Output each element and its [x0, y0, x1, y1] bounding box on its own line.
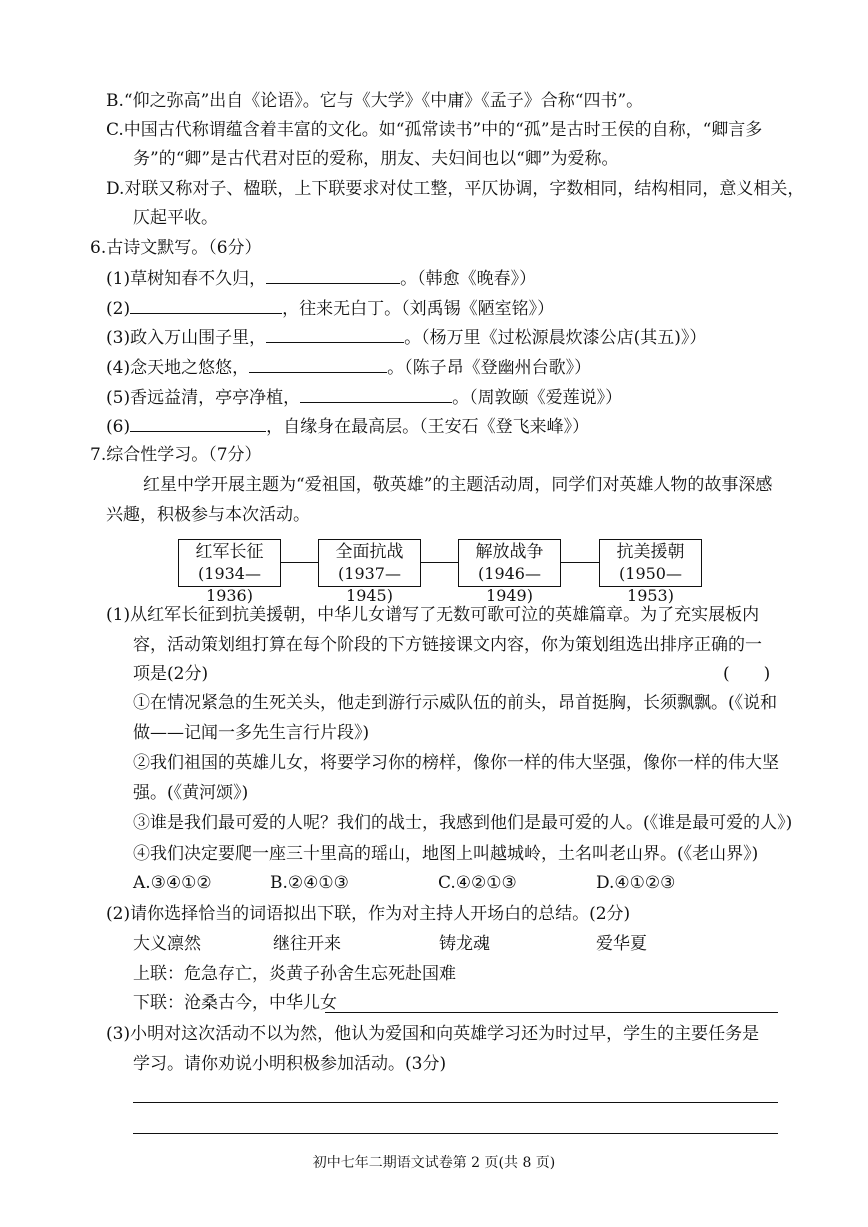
q7-intro-line2: 兴趣，积极参与本次活动。	[106, 505, 310, 525]
q7-sub1-sentence2-line2: 强。(《黄河颂》)	[133, 783, 249, 803]
timeline-box-4	[599, 539, 702, 605]
q6-item-5-suffix: 。（周敦颐《爱莲说》）	[452, 388, 623, 408]
q6-item-6-blank[interactable]	[130, 414, 266, 432]
q6-item-2-suffix: ，往来无白丁。（刘禹锡《陋室铭》）	[282, 299, 555, 319]
q5-option-d-line1: D.对联又称对子、楹联，上下联要求对仗工整，平仄协调，字数相同，结构相同，意义相关，	[106, 179, 805, 199]
timeline-box-1-name: 红军长征	[195, 542, 264, 562]
timeline-box-3-name: 解放战争	[475, 542, 544, 562]
q7-sub3-line2: 学习。请你劝说小明积极参加活动。(3分)	[133, 1054, 447, 1074]
timeline-box-2-name: 全面抗战	[335, 542, 404, 562]
q7-sub2-word-1: 大义凛然	[133, 934, 201, 954]
q5-option-d-line2: 仄起平收。	[133, 208, 218, 228]
q6-item-4-blank[interactable]	[249, 355, 387, 373]
q6-item-5-blank[interactable]	[300, 385, 452, 403]
q6-item-5-prefix: (5)香远益清，亭亭净植，	[106, 388, 301, 408]
timeline-box-1-years: (1934—1936)	[198, 564, 261, 605]
q7-sub1-sentence2-line1: ②我们祖国的英雄儿女，将要学习你的榜样，像你一样的伟大坚强，像你一样的伟大坚	[133, 753, 779, 773]
q6-item-4-suffix: 。（陈子昂《登幽州台歌》）	[387, 358, 592, 378]
timeline-connector-3	[560, 562, 600, 563]
q7-sub1-line1: (1)从红军长征到抗美援朝，中华儿女谱写了无数可歌可泣的英雄篇章。为了充实展板内	[106, 605, 760, 625]
q7-sub1-line3: 项是(2分)	[133, 664, 209, 684]
timeline-box-3	[458, 539, 561, 605]
q6-item-4-prefix: (4)念天地之悠悠，	[106, 358, 250, 378]
q6-item-3-suffix: 。（杨万里《过松源晨炊漆公店(其五)》）	[404, 328, 707, 348]
q7-sub1-sentence1-line2: 做——记闻一多先生言行片段》)	[133, 723, 370, 743]
q6-item-1	[106, 266, 536, 290]
q7-sub3-answer-line-2[interactable]	[133, 1133, 778, 1134]
q6-item-3-blank[interactable]	[266, 325, 404, 343]
q6-item-1-blank[interactable]	[266, 266, 400, 284]
q7-sub1-option-c[interactable]: C.④②①③	[438, 873, 517, 893]
timeline-box-2-years: (1937—1945)	[338, 564, 401, 605]
q5-option-c-line1: C.中国古代称谓蕴含着丰富的文化。如“孤常读书”中的“孤”是古时王侯的自称，“卿言多	[106, 120, 763, 140]
q7-sub2-answer-blank[interactable]	[325, 1012, 778, 1013]
q7-sub2-word-2: 继往开来	[273, 934, 341, 954]
q7-intro-line1: 红星中学开展主题为“爱祖国，敬英雄”的主题活动周，同学们对英雄人物的故事深感	[143, 475, 773, 495]
q6-title: 6.古诗文默写。（6分）	[90, 238, 262, 258]
q7-sub1-option-b[interactable]: B.②④①③	[270, 873, 349, 893]
q7-sub1-sentence4: ④我们决定要爬一座三十里高的瑶山，地图上叫越城岭，土名叫老山界。(《老山界》)	[133, 844, 759, 864]
q7-sub1-option-d[interactable]: D.④①②③	[596, 873, 676, 893]
q6-item-2	[106, 296, 554, 320]
q6-item-2-blank[interactable]	[130, 296, 282, 314]
timeline-connector-2	[420, 562, 458, 563]
q7-sub1-sentence3: ③谁是我们最可爱的人呢？我们的战士，我感到他们是最可爱的人。(《谁是最可爱的人》)	[133, 813, 793, 833]
timeline-box-2	[318, 539, 421, 605]
q6-item-6	[106, 414, 589, 438]
timeline-box-1	[178, 539, 281, 605]
q5-option-c-line2: 务”的“卿”是古代君对臣的爱称，朋友、夫妇间也以“卿”为爱称。	[133, 149, 619, 169]
q6-item-2-prefix: (2)	[106, 299, 131, 319]
q6-item-1-prefix: (1)草树知春不久归，	[106, 269, 267, 289]
q7-sub2-lower-couplet: 下联：沧桑古今，中华儿女	[133, 993, 337, 1013]
q7-sub3-answer-line-1[interactable]	[133, 1102, 778, 1103]
timeline-box-3-years: (1946—1949)	[478, 564, 541, 605]
q5-option-b: B.“仰之弥高”出自《论语》。它与《大学》《中庸》《孟子》合称“四书”。	[106, 91, 644, 111]
q6-item-3-prefix: (3)政入万山围子里，	[106, 328, 267, 348]
timeline-box-4-name: 抗美援朝	[616, 542, 685, 562]
q6-item-3	[106, 325, 706, 349]
q7-sub1-answer-paren[interactable]: ( )	[723, 664, 771, 684]
q7-sub2-word-4: 爱华夏	[596, 934, 647, 954]
q7-sub2-line1: (2)请你选择恰当的词语拟出下联，作为对主持人开场白的总结。(2分)	[106, 904, 631, 924]
q7-title: 7.综合性学习。（7分）	[90, 445, 262, 465]
q6-item-4	[106, 355, 591, 379]
page-footer: 初中七年二期语文试卷第 2 页(共 8 页)	[312, 1155, 556, 1171]
timeline-connector-1	[280, 562, 318, 563]
timeline-box-4-years: (1950—1953)	[619, 564, 682, 605]
q6-item-6-prefix: (6)	[106, 417, 131, 437]
q7-sub1-sentence1-line1: ①在情况紧急的生死关头，他走到游行示威队伍的前头，昂首挺胸，长须飘飘。(《说和	[133, 693, 778, 713]
q7-sub3-line1: (3)小明对这次活动不以为然，他认为爱国和向英雄学习还为时过早，学生的主要任务是	[106, 1024, 760, 1044]
q7-sub2-upper-couplet: 上联：危急存亡，炎黄子孙舍生忘死赴国难	[133, 964, 456, 984]
q7-sub1-option-a[interactable]: A.③④①②	[133, 873, 212, 893]
q7-sub1-line2: 容，活动策划组打算在每个阶段的下方链接课文内容，你为策划组选出排序正确的一	[133, 635, 762, 655]
q6-item-1-suffix: 。（韩愈《晚春》）	[400, 269, 537, 289]
q6-item-5	[106, 385, 622, 409]
q6-item-6-suffix: ，自缘身在最高层。（王安石《登飞来峰》）	[266, 417, 590, 437]
q7-sub2-word-3: 铸龙魂	[439, 934, 490, 954]
